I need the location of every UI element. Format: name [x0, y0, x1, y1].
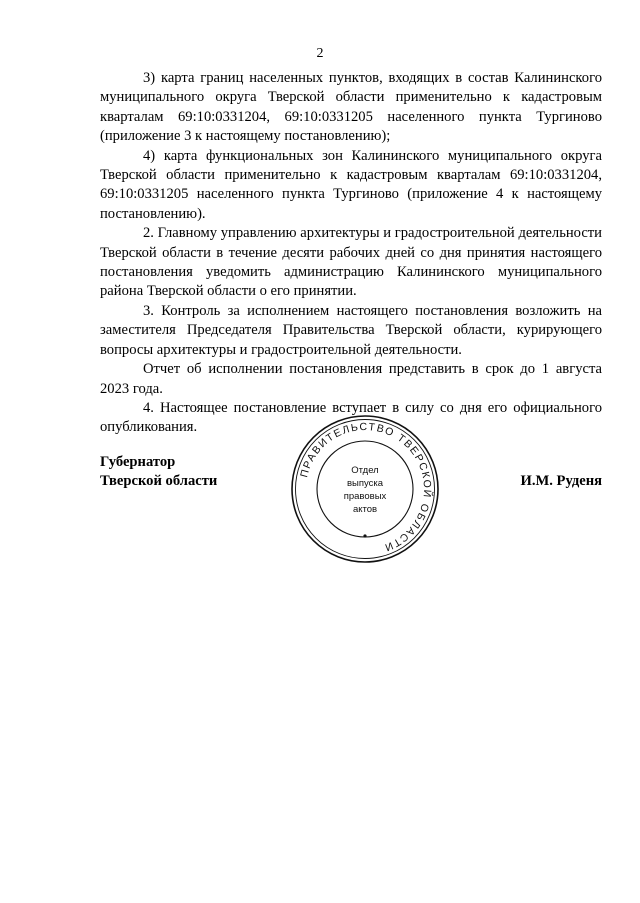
paragraph-item-3: 3) карта границ населенных пунктов, входящих в состав Калининского муниципального округа Тверской области применительно к кадастровым кварталам 69:10:0331204, 69:10:0331205 населенного пункта Тургиново (приложение 3 к настоящему постановлению);	[100, 70, 602, 145]
stamp-icon	[289, 413, 441, 565]
signature-title	[100, 453, 217, 491]
paragraph-item-4: 4) карта функциональных зон Калининского муниципального округа Тверской области применительно к кадастровым кварталам 69:10:0331204, 69:10:0331205 населенного пункта Тургиново (приложение 4 к настоящему постановлению).	[100, 147, 602, 222]
paragraph-section-2: 2. Главному управлению архитектуры и градостроительной деятельности Тверской области в течение десяти рабочих дней со дня принятия настоящего постановления уведомить администрацию Калининского муниципального района Тверской области о его принятии.	[100, 225, 602, 300]
signature-title-line1: Губернатор	[100, 454, 176, 470]
document-body	[100, 69, 602, 438]
stamp-ring-text: ПРАВИТЕЛЬСТВО ТВЕРСКОЙ ОБЛАСТИ	[298, 420, 434, 554]
official-stamp	[289, 413, 441, 565]
paragraph-report: Отчет об исполнении постановления представить в срок до 1 августа 2023 года.	[100, 361, 602, 397]
signature-title-line2: Тверской области	[100, 473, 218, 489]
paragraph-section-3: 3. Контроль за исполнением настоящего постановления возложить на заместителя Председателя Правительства Тверской области, курирующего вопросы архитектуры и градостроительной деятельности.	[100, 302, 602, 358]
signatory-name: И.М. Руденя	[520, 473, 602, 489]
paragraph-section-4: 4. Настоящее постановление вступает в силу со дня его официального опубликования.	[100, 399, 602, 436]
stamp-center-line3: правовых	[343, 491, 387, 502]
stamp-center-line1: Отдел	[351, 465, 379, 476]
stamp-center-line2: выпуска	[346, 478, 384, 489]
page-number: 2	[316, 46, 324, 61]
stamp-center-line4: актов	[352, 504, 378, 515]
